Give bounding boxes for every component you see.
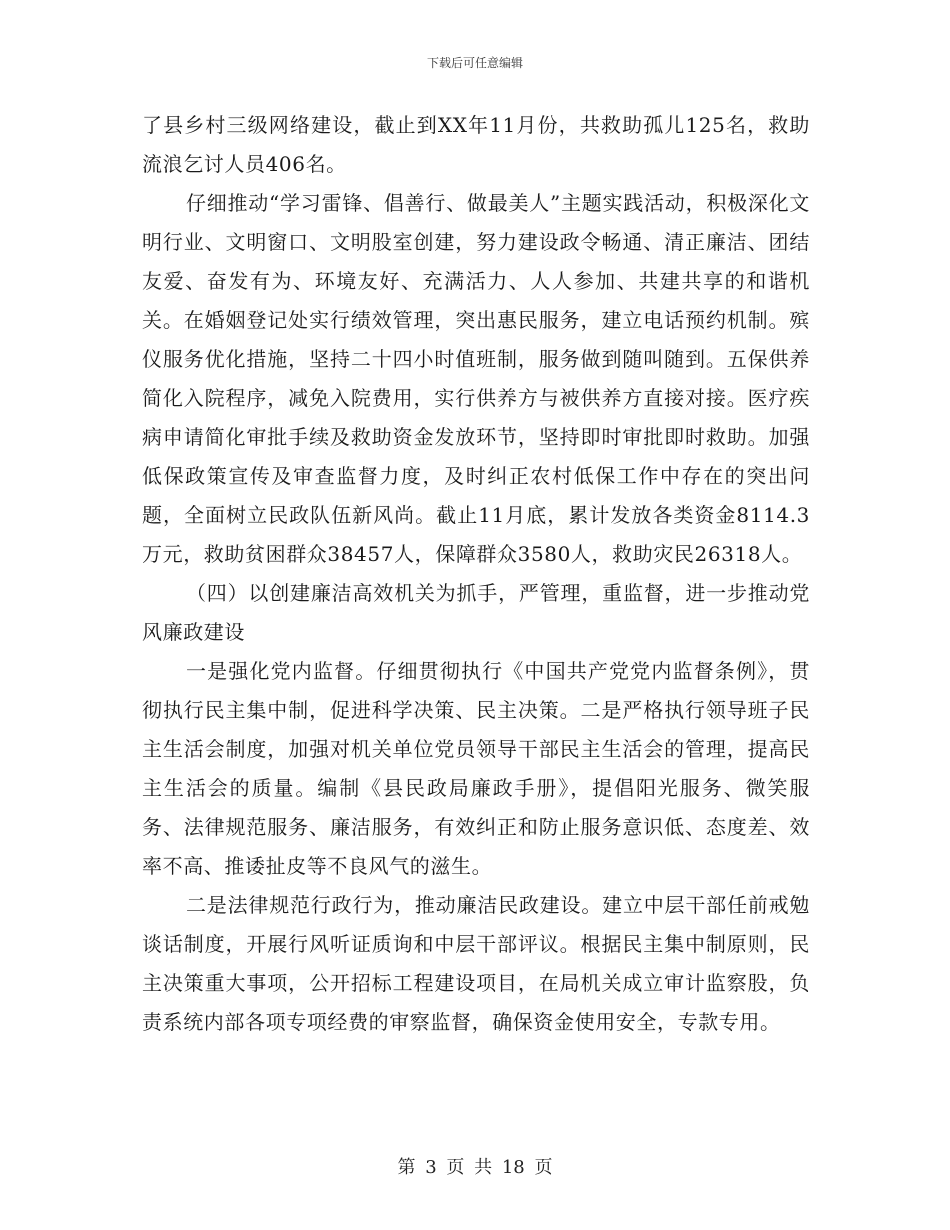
paragraph-party-supervision: 一是强化党内监督。仔细贯彻执行《中国共产党党内监督条例》，贯彻执行民主集中制，促进科学决策、民主决策。二是严格执行领导班子民主生活会制度，加强对机关单位党员领导干部民主生活会的管理，提高民主生活会的质量。编制《县民政局廉政手册》，提倡阳光服务、微笑服务、法律规范服务、廉洁服务，有效纠正和防止服务意识低、态度差、效率不高、推诿扯皮等不良风气的滋生。: [142, 659, 810, 878]
header-note: 下载后可任意编辑: [426, 56, 523, 70]
document-body: [142, 106, 810, 1042]
paragraph-continuation: 了县乡村三级网络建设，截止到XX年11月份，共救助孤儿125名，救助流浪乞讨人员406名。: [142, 113, 810, 176]
section-heading-four: （四）以创建廉洁高效机关为抓手，严管理，重监督，进一步推动党风廉政建设: [142, 581, 810, 644]
paragraph-administrative-conduct: 二是法律规范行政行为，推动廉洁民政建设。建立中层干部任前戒勉谈话制度，开展行风听证质询和中层干部评议。根据民主集中制原则，民主决策重大事项，公开招标工程建设项目，在局机关成立审计监察股，负责系统内部各项专项经费的审察监督，确保资金使用安全，专款专用。: [142, 893, 810, 1034]
paragraph-practice-activities: 仔细推动“学习雷锋、倡善行、做最美人”主题实践活动，积极深化文明行业、文明窗口、文明股室创建，努力建设政令畅通、清正廉洁、团结友爱、奋发有为、环境友好、充满活力、人人参加、共建共享的和谐机关。在婚姻登记处实行绩效管理，突出惠民服务，建立电话预约机制。殡仪服务优化措施，坚持二十四小时值班制，服务做到随叫随到。五保供养简化入院程序，减免入院费用，实行供养方与被供养方直接对接。医疗疾病申请简化审批手续及救助资金发放环节，坚持即时审批即时救助。加强低保政策宣传及审查监督力度，及时纠正农村低保工作中存在的突出问题，全面树立民政队伍新风尚。截止11月底，累计发放各类资金8114.3万元，救助贫困群众38457人，保障群众3580人，救助灾民26318人。: [142, 191, 810, 566]
page-number: 第 3 页 共 18 页: [397, 1157, 553, 1178]
